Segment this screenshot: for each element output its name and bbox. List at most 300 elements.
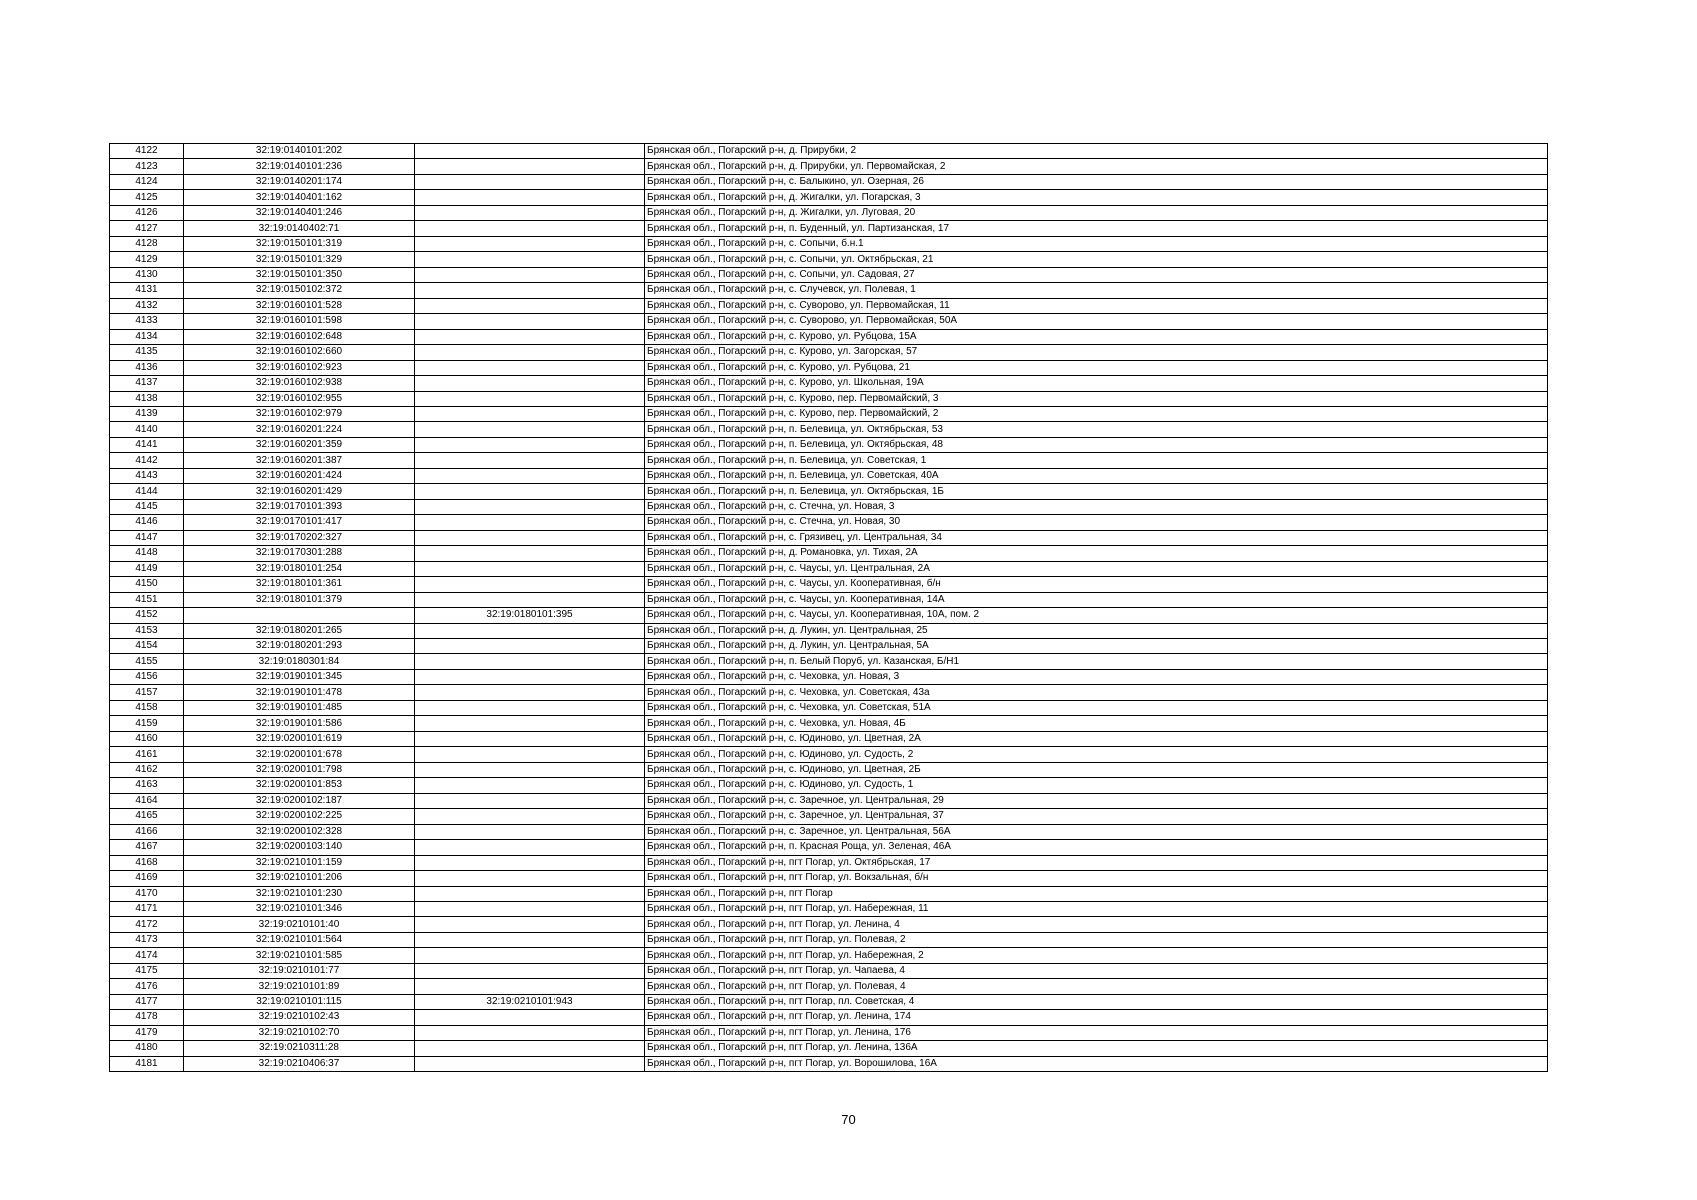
cadastral-number-cell: 32:19:0160201:359 [184, 437, 415, 452]
table-row [110, 700, 1548, 715]
cadastral-number-cell: 32:19:0200101:798 [184, 762, 415, 777]
table-row [110, 809, 1548, 824]
table-row [110, 468, 1548, 483]
address-cell: Брянская обл., Погарский р-н, пгт Погар, пл. Советская, 4 [645, 994, 1548, 1009]
related-cadastral-number-cell [415, 267, 645, 282]
address-cell: Брянская обл., Погарский р-н, д. Романовка, ул. Тихая, 2А [645, 546, 1548, 561]
row-number-cell: 4150 [110, 577, 184, 592]
table-row [110, 406, 1548, 421]
cadastral-number-cell: 32:19:0200101:678 [184, 747, 415, 762]
table-row [110, 963, 1548, 978]
cadastral-number-cell: 32:19:0210101:115 [184, 994, 415, 1009]
table-row [110, 592, 1548, 607]
address-cell: Брянская обл., Погарский р-н, пгт Погар, ул. Полевая, 4 [645, 979, 1548, 994]
table-row [110, 654, 1548, 669]
row-number-cell: 4123 [110, 159, 184, 174]
row-number-cell: 4162 [110, 762, 184, 777]
cadastral-number-cell: 32:19:0140101:236 [184, 159, 415, 174]
address-cell: Брянская обл., Погарский р-н, пгт Погар, ул. Набережная, 2 [645, 948, 1548, 963]
table-row [110, 948, 1548, 963]
related-cadastral-number-cell [415, 979, 645, 994]
cadastral-number-cell: 32:19:0210101:89 [184, 979, 415, 994]
row-number-cell: 4171 [110, 901, 184, 916]
row-number-cell: 4131 [110, 283, 184, 298]
address-cell: Брянская обл., Погарский р-н, д. Жигалки, ул. Погарская, 3 [645, 190, 1548, 205]
table-row [110, 298, 1548, 313]
row-number-cell: 4127 [110, 221, 184, 236]
cadastral-number-cell: 32:19:0140401:246 [184, 205, 415, 220]
table-row [110, 236, 1548, 251]
address-cell: Брянская обл., Погарский р-н, с. Заречное, ул. Центральная, 29 [645, 793, 1548, 808]
address-cell: Брянская обл., Погарский р-н, с. Курово, пер. Первомайский, 2 [645, 406, 1548, 421]
table-row [110, 994, 1548, 1009]
row-number-cell: 4179 [110, 1025, 184, 1040]
related-cadastral-number-cell [415, 360, 645, 375]
related-cadastral-number-cell [415, 1041, 645, 1056]
row-number-cell: 4180 [110, 1041, 184, 1056]
related-cadastral-number-cell [415, 190, 645, 205]
cadastral-number-cell: 32:19:0180101:361 [184, 577, 415, 592]
table-row [110, 453, 1548, 468]
related-cadastral-number-cell [415, 901, 645, 916]
related-cadastral-number-cell [415, 963, 645, 978]
table-row [110, 685, 1548, 700]
row-number-cell: 4159 [110, 716, 184, 731]
address-cell: Брянская обл., Погарский р-н, с. Чаусы, ул. Центральная, 2А [645, 561, 1548, 576]
row-number-cell: 4136 [110, 360, 184, 375]
row-number-cell: 4157 [110, 685, 184, 700]
cadastral-number-cell: 32:19:0210101:206 [184, 871, 415, 886]
row-number-cell: 4170 [110, 886, 184, 901]
related-cadastral-number-cell [415, 144, 645, 159]
address-cell: Брянская обл., Погарский р-н, пгт Погар, ул. Ленина, 174 [645, 1010, 1548, 1025]
related-cadastral-number-cell: 32:19:0180101:395 [415, 608, 645, 623]
address-cell: Брянская обл., Погарский р-н, пгт Погар, ул. Ленина, 4 [645, 917, 1548, 932]
row-number-cell: 4140 [110, 422, 184, 437]
related-cadastral-number-cell [415, 484, 645, 499]
related-cadastral-number-cell [415, 1025, 645, 1040]
related-cadastral-number-cell [415, 932, 645, 947]
registry-table-body [110, 144, 1548, 1072]
row-number-cell: 4165 [110, 809, 184, 824]
cadastral-number-cell: 32:19:0180201:265 [184, 623, 415, 638]
row-number-cell: 4167 [110, 840, 184, 855]
row-number-cell: 4141 [110, 437, 184, 452]
cadastral-number-cell: 32:19:0190101:478 [184, 685, 415, 700]
cadastral-number-cell: 32:19:0170202:327 [184, 530, 415, 545]
related-cadastral-number-cell [415, 515, 645, 530]
row-number-cell: 4128 [110, 236, 184, 251]
address-cell: Брянская обл., Погарский р-н, с. Сопычи, ул. Садовая, 27 [645, 267, 1548, 282]
related-cadastral-number-cell [415, 577, 645, 592]
row-number-cell: 4145 [110, 499, 184, 514]
address-cell: Брянская обл., Погарский р-н, с. Чеховка, ул. Советская, 51А [645, 700, 1548, 715]
cadastral-number-cell: 32:19:0210101:77 [184, 963, 415, 978]
row-number-cell: 4138 [110, 391, 184, 406]
address-cell: Брянская обл., Погарский р-н, пгт Погар, ул. Ленина, 176 [645, 1025, 1548, 1040]
address-cell: Брянская обл., Погарский р-н, д. Лукин, ул. Центральная, 25 [645, 623, 1548, 638]
related-cadastral-number-cell [415, 376, 645, 391]
address-cell: Брянская обл., Погарский р-н, с. Курово, ул. Школьная, 19А [645, 376, 1548, 391]
related-cadastral-number-cell [415, 174, 645, 189]
cadastral-number-cell: 32:19:0160201:224 [184, 422, 415, 437]
address-cell: Брянская обл., Погарский р-н, с. Суворово, ул. Первомайская, 11 [645, 298, 1548, 313]
cadastral-number-cell: 32:19:0150102:372 [184, 283, 415, 298]
address-cell: Брянская обл., Погарский р-н, пгт Погар, ул. Чапаева, 4 [645, 963, 1548, 978]
related-cadastral-number-cell [415, 468, 645, 483]
table-row [110, 376, 1548, 391]
table-row [110, 669, 1548, 684]
address-cell: Брянская обл., Погарский р-н, д. Жигалки, ул. Луговая, 20 [645, 205, 1548, 220]
table-row [110, 515, 1548, 530]
related-cadastral-number-cell [415, 1010, 645, 1025]
row-number-cell: 4176 [110, 979, 184, 994]
table-row [110, 901, 1548, 916]
table-row [110, 747, 1548, 762]
row-number-cell: 4130 [110, 267, 184, 282]
cadastral-number-cell: 32:19:0210101:564 [184, 932, 415, 947]
related-cadastral-number-cell [415, 437, 645, 452]
row-number-cell: 4161 [110, 747, 184, 762]
table-row [110, 283, 1548, 298]
address-cell: Брянская обл., Погарский р-н, с. Суворово, ул. Первомайская, 50А [645, 314, 1548, 329]
table-row [110, 855, 1548, 870]
cadastral-number-cell: 32:19:0160102:938 [184, 376, 415, 391]
row-number-cell: 4156 [110, 669, 184, 684]
page-number: 70 [841, 1112, 856, 1127]
table-row [110, 391, 1548, 406]
table-row [110, 1056, 1548, 1071]
cadastral-number-cell: 32:19:0160101:528 [184, 298, 415, 313]
related-cadastral-number-cell [415, 345, 645, 360]
address-cell: Брянская обл., Погарский р-н, с. Грязивец, ул. Центральная, 34 [645, 530, 1548, 545]
related-cadastral-number-cell [415, 871, 645, 886]
cadastral-number-cell: 32:19:0150101:350 [184, 267, 415, 282]
related-cadastral-number-cell [415, 561, 645, 576]
table-row [110, 1041, 1548, 1056]
row-number-cell: 4125 [110, 190, 184, 205]
table-row [110, 561, 1548, 576]
row-number-cell: 4147 [110, 530, 184, 545]
address-cell: Брянская обл., Погарский р-н, п. Белевица, ул. Октябрьская, 53 [645, 422, 1548, 437]
cadastral-number-cell: 32:19:0170301:288 [184, 546, 415, 561]
row-number-cell: 4181 [110, 1056, 184, 1071]
related-cadastral-number-cell [415, 809, 645, 824]
address-cell: Брянская обл., Погарский р-н, пгт Погар, ул. Полевая, 2 [645, 932, 1548, 947]
table-row [110, 731, 1548, 746]
address-cell: Брянская обл., Погарский р-н, п. Белый Поруб, ул. Казанская, Б/Н1 [645, 654, 1548, 669]
address-cell: Брянская обл., Погарский р-н, с. Курово, ул. Рубцова, 21 [645, 360, 1548, 375]
table-row [110, 762, 1548, 777]
address-cell: Брянская обл., Погарский р-н, с. Юдиново, ул. Цветная, 2А [645, 731, 1548, 746]
related-cadastral-number-cell [415, 406, 645, 421]
related-cadastral-number-cell [415, 205, 645, 220]
row-number-cell: 4149 [110, 561, 184, 576]
related-cadastral-number-cell [415, 840, 645, 855]
table-row [110, 716, 1548, 731]
table-row [110, 608, 1548, 623]
address-cell: Брянская обл., Погарский р-н, пгт Погар, ул. Октябрьская, 17 [645, 855, 1548, 870]
table-row [110, 422, 1548, 437]
cadastral-number-cell: 32:19:0180301:84 [184, 654, 415, 669]
row-number-cell: 4134 [110, 329, 184, 344]
related-cadastral-number-cell [415, 329, 645, 344]
table-row [110, 159, 1548, 174]
related-cadastral-number-cell [415, 221, 645, 236]
table-row [110, 267, 1548, 282]
address-cell: Брянская обл., Погарский р-н, с. Чаусы, ул. Кооперативная, 10А, пом. 2 [645, 608, 1548, 623]
related-cadastral-number-cell [415, 731, 645, 746]
cadastral-number-cell: 32:19:0160102:660 [184, 345, 415, 360]
address-cell: Брянская обл., Погарский р-н, с. Чаусы, ул. Кооперативная, б/н [645, 577, 1548, 592]
address-cell: Брянская обл., Погарский р-н, с. Чеховка, ул. Советская, 43а [645, 685, 1548, 700]
cadastral-number-cell: 32:19:0160201:424 [184, 468, 415, 483]
cadastral-number-cell: 32:19:0150101:329 [184, 252, 415, 267]
cadastral-number-cell: 32:19:0200102:328 [184, 824, 415, 839]
address-cell: Брянская обл., Погарский р-н, д. Прирубки, 2 [645, 144, 1548, 159]
address-cell: Брянская обл., Погарский р-н, с. Балыкино, ул. Озерная, 26 [645, 174, 1548, 189]
cadastral-number-cell: 32:19:0210101:40 [184, 917, 415, 932]
table-row [110, 917, 1548, 932]
table-row [110, 437, 1548, 452]
table-row [110, 174, 1548, 189]
table-row [110, 840, 1548, 855]
address-cell: Брянская обл., Погарский р-н, с. Случевск, ул. Полевая, 1 [645, 283, 1548, 298]
table-row [110, 530, 1548, 545]
table-row [110, 871, 1548, 886]
related-cadastral-number-cell [415, 824, 645, 839]
row-number-cell: 4135 [110, 345, 184, 360]
related-cadastral-number-cell [415, 685, 645, 700]
row-number-cell: 4174 [110, 948, 184, 963]
table-row [110, 778, 1548, 793]
cadastral-number-cell: 32:19:0210101:346 [184, 901, 415, 916]
cadastral-number-cell: 32:19:0140101:202 [184, 144, 415, 159]
cadastral-number-cell: 32:19:0160101:598 [184, 314, 415, 329]
table-row [110, 345, 1548, 360]
cadastral-number-cell: 32:19:0160102:955 [184, 391, 415, 406]
address-cell: Брянская обл., Погарский р-н, с. Юдиново, ул. Судость, 1 [645, 778, 1548, 793]
table-row [110, 360, 1548, 375]
row-number-cell: 4146 [110, 515, 184, 530]
related-cadastral-number-cell [415, 298, 645, 313]
cadastral-number-cell: 32:19:0190101:586 [184, 716, 415, 731]
address-cell: Брянская обл., Погарский р-н, с. Чеховка, ул. Новая, 4Б [645, 716, 1548, 731]
related-cadastral-number-cell [415, 700, 645, 715]
related-cadastral-number-cell [415, 948, 645, 963]
address-cell: Брянская обл., Погарский р-н, с. Стечна, ул. Новая, 3 [645, 499, 1548, 514]
cadastral-number-cell: 32:19:0160201:387 [184, 453, 415, 468]
row-number-cell: 4177 [110, 994, 184, 1009]
related-cadastral-number-cell [415, 669, 645, 684]
address-cell: Брянская обл., Погарский р-н, с. Чаусы, ул. Кооперативная, 14А [645, 592, 1548, 607]
related-cadastral-number-cell [415, 793, 645, 808]
cadastral-number-cell: 32:19:0180101:379 [184, 592, 415, 607]
cadastral-number-cell: 32:19:0160201:429 [184, 484, 415, 499]
related-cadastral-number-cell [415, 499, 645, 514]
table-row [110, 252, 1548, 267]
table-row [110, 190, 1548, 205]
row-number-cell: 4155 [110, 654, 184, 669]
related-cadastral-number-cell [415, 654, 645, 669]
related-cadastral-number-cell [415, 855, 645, 870]
related-cadastral-number-cell [415, 314, 645, 329]
related-cadastral-number-cell [415, 778, 645, 793]
related-cadastral-number-cell [415, 1056, 645, 1071]
address-cell: Брянская обл., Погарский р-н, п. Красная Роща, ул. Зеленая, 46А [645, 840, 1548, 855]
row-number-cell: 4151 [110, 592, 184, 607]
related-cadastral-number-cell [415, 252, 645, 267]
cadastral-number-cell: 32:19:0210102:43 [184, 1010, 415, 1025]
row-number-cell: 4164 [110, 793, 184, 808]
table-row [110, 484, 1548, 499]
cadastral-number-cell [184, 608, 415, 623]
row-number-cell: 4163 [110, 778, 184, 793]
address-cell: Брянская обл., Погарский р-н, пгт Погар [645, 886, 1548, 901]
address-cell: Брянская обл., Погарский р-н, п. Белевица, ул. Советская, 1 [645, 453, 1548, 468]
row-number-cell: 4124 [110, 174, 184, 189]
cadastral-number-cell: 32:19:0210101:230 [184, 886, 415, 901]
row-number-cell: 4158 [110, 700, 184, 715]
row-number-cell: 4132 [110, 298, 184, 313]
row-number-cell: 4142 [110, 453, 184, 468]
row-number-cell: 4139 [110, 406, 184, 421]
row-number-cell: 4137 [110, 376, 184, 391]
table-row [110, 623, 1548, 638]
row-number-cell: 4126 [110, 205, 184, 220]
address-cell: Брянская обл., Погарский р-н, пгт Погар, ул. Набережная, 11 [645, 901, 1548, 916]
cadastral-number-cell: 32:19:0160102:923 [184, 360, 415, 375]
cadastral-number-cell: 32:19:0140402:71 [184, 221, 415, 236]
cadastral-number-cell: 32:19:0180201:293 [184, 639, 415, 654]
table-row [110, 499, 1548, 514]
address-cell: Брянская обл., Погарский р-н, с. Курово, ул. Загорская, 57 [645, 345, 1548, 360]
related-cadastral-number-cell [415, 283, 645, 298]
related-cadastral-number-cell [415, 762, 645, 777]
row-number-cell: 4168 [110, 855, 184, 870]
cadastral-number-cell: 32:19:0180101:254 [184, 561, 415, 576]
cadastral-number-cell: 32:19:0190101:485 [184, 700, 415, 715]
related-cadastral-number-cell [415, 716, 645, 731]
row-number-cell: 4143 [110, 468, 184, 483]
related-cadastral-number-cell [415, 159, 645, 174]
cadastral-number-cell: 32:19:0200101:619 [184, 731, 415, 746]
cadastral-number-cell: 32:19:0210101:585 [184, 948, 415, 963]
table-row [110, 221, 1548, 236]
address-cell: Брянская обл., Погарский р-н, пгт Погар, ул. Ленина, 136А [645, 1041, 1548, 1056]
related-cadastral-number-cell: 32:19:0210101:943 [415, 994, 645, 1009]
table-row [110, 1010, 1548, 1025]
table-row [110, 1025, 1548, 1040]
address-cell: Брянская обл., Погарский р-н, с. Курово, пер. Первомайский, 3 [645, 391, 1548, 406]
cadastral-number-cell: 32:19:0160102:648 [184, 329, 415, 344]
cadastral-number-cell: 32:19:0200101:853 [184, 778, 415, 793]
address-cell: Брянская обл., Погарский р-н, п. Белевица, ул. Октябрьская, 1Б [645, 484, 1548, 499]
related-cadastral-number-cell [415, 391, 645, 406]
address-cell: Брянская обл., Погарский р-н, п. Белевица, ул. Советская, 40А [645, 468, 1548, 483]
table-row [110, 205, 1548, 220]
row-number-cell: 4129 [110, 252, 184, 267]
related-cadastral-number-cell [415, 917, 645, 932]
row-number-cell: 4173 [110, 932, 184, 947]
address-cell: Брянская обл., Погарский р-н, с. Заречное, ул. Центральная, 56А [645, 824, 1548, 839]
cadastral-number-cell: 32:19:0200102:187 [184, 793, 415, 808]
cadastral-number-cell: 32:19:0210101:159 [184, 855, 415, 870]
row-number-cell: 4122 [110, 144, 184, 159]
address-cell: Брянская обл., Погарский р-н, п. Белевица, ул. Октябрьская, 48 [645, 437, 1548, 452]
row-number-cell: 4175 [110, 963, 184, 978]
table-row [110, 577, 1548, 592]
row-number-cell: 4172 [110, 917, 184, 932]
address-cell: Брянская обл., Погарский р-н, с. Стечна, ул. Новая, 30 [645, 515, 1548, 530]
cadastral-number-cell: 32:19:0210102:70 [184, 1025, 415, 1040]
cadastral-number-cell: 32:19:0170101:393 [184, 499, 415, 514]
row-number-cell: 4154 [110, 639, 184, 654]
table-row [110, 329, 1548, 344]
row-number-cell: 4144 [110, 484, 184, 499]
table-row [110, 979, 1548, 994]
related-cadastral-number-cell [415, 623, 645, 638]
related-cadastral-number-cell [415, 747, 645, 762]
related-cadastral-number-cell [415, 453, 645, 468]
address-cell: Брянская обл., Погарский р-н, д. Прирубки, ул. Первомайская, 2 [645, 159, 1548, 174]
related-cadastral-number-cell [415, 546, 645, 561]
cadastral-number-cell: 32:19:0210311:28 [184, 1041, 415, 1056]
table-row [110, 314, 1548, 329]
cadastral-number-cell: 32:19:0170101:417 [184, 515, 415, 530]
address-cell: Брянская обл., Погарский р-н, пгт Погар, ул. Ворошилова, 16А [645, 1056, 1548, 1071]
table-row [110, 793, 1548, 808]
cadastral-number-cell: 32:19:0160102:979 [184, 406, 415, 421]
cadastral-number-cell: 32:19:0140201:174 [184, 174, 415, 189]
row-number-cell: 4148 [110, 546, 184, 561]
cadastral-number-cell: 32:19:0150101:319 [184, 236, 415, 251]
registry-table [109, 143, 1548, 1072]
row-number-cell: 4178 [110, 1010, 184, 1025]
table-row [110, 546, 1548, 561]
cadastral-number-cell: 32:19:0190101:345 [184, 669, 415, 684]
related-cadastral-number-cell [415, 639, 645, 654]
address-cell: Брянская обл., Погарский р-н, с. Сопычи, б.н.1 [645, 236, 1548, 251]
address-cell: Брянская обл., Погарский р-н, с. Курово, ул. Рубцова, 15А [645, 329, 1548, 344]
address-cell: Брянская обл., Погарский р-н, пгт Погар, ул. Вокзальная, б/н [645, 871, 1548, 886]
row-number-cell: 4133 [110, 314, 184, 329]
related-cadastral-number-cell [415, 886, 645, 901]
row-number-cell: 4169 [110, 871, 184, 886]
address-cell: Брянская обл., Погарский р-н, с. Сопычи, ул. Октябрьская, 21 [645, 252, 1548, 267]
cadastral-number-cell: 32:19:0210406:37 [184, 1056, 415, 1071]
address-cell: Брянская обл., Погарский р-н, с. Заречное, ул. Центральная, 37 [645, 809, 1548, 824]
address-cell: Брянская обл., Погарский р-н, с. Юдиново, ул. Судость, 2 [645, 747, 1548, 762]
cadastral-number-cell: 32:19:0200103:140 [184, 840, 415, 855]
table-row [110, 144, 1548, 159]
table-row [110, 639, 1548, 654]
table-row [110, 824, 1548, 839]
related-cadastral-number-cell [415, 530, 645, 545]
address-cell: Брянская обл., Погарский р-н, д. Лукин, ул. Центральная, 5А [645, 639, 1548, 654]
related-cadastral-number-cell [415, 422, 645, 437]
cadastral-number-cell: 32:19:0200102:225 [184, 809, 415, 824]
row-number-cell: 4152 [110, 608, 184, 623]
table-row [110, 886, 1548, 901]
row-number-cell: 4160 [110, 731, 184, 746]
related-cadastral-number-cell [415, 592, 645, 607]
address-cell: Брянская обл., Погарский р-н, с. Юдиново, ул. Цветная, 2Б [645, 762, 1548, 777]
row-number-cell: 4166 [110, 824, 184, 839]
address-cell: Брянская обл., Погарский р-н, с. Чеховка, ул. Новая, 3 [645, 669, 1548, 684]
table-row [110, 932, 1548, 947]
related-cadastral-number-cell [415, 236, 645, 251]
